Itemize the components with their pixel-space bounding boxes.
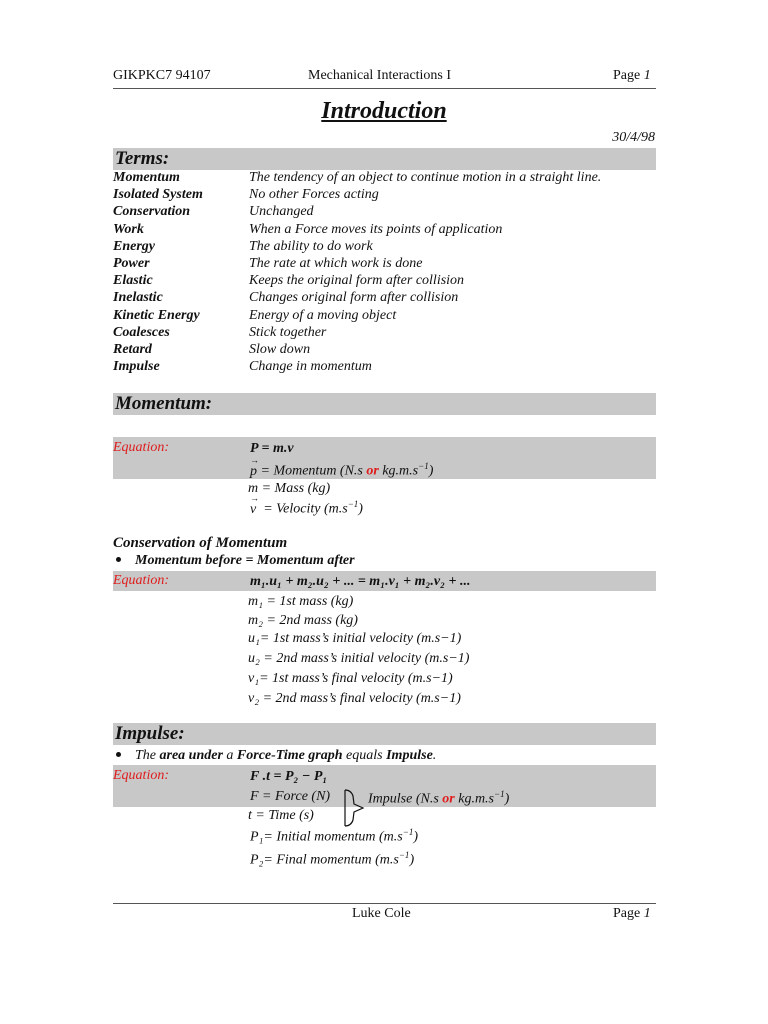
term-definition: Change in momentum: [249, 359, 372, 375]
impulse-def-impulse: Impulse (N.s or $kg.m.s^{-1}$): [368, 789, 510, 807]
term-name: Momentum: [113, 170, 180, 185]
conservation-heading: Conservation of Momentum: [113, 535, 288, 551]
term-name: Work: [113, 221, 144, 237]
term-name: Kinetic Energy: [113, 307, 200, 323]
def-u2: u₂ = 2nd mass’s initial velocity (m.s−1): [248, 651, 470, 666]
momentum-def-m: m = Mass (kg): [248, 481, 331, 496]
term-definition: When a Force moves its points of application: [249, 221, 503, 237]
term-definition: Stick together: [249, 324, 327, 340]
term-name: Inelastic: [113, 290, 163, 306]
impulse-def-p2: P₂= Final momentum $(m.s^{-1})$: [250, 850, 415, 868]
term-definition: The rate at which work is done: [249, 256, 423, 271]
term-name: Coalesces: [113, 324, 170, 340]
terms-heading-bar: [113, 148, 656, 170]
course-title: Mechanical Interactions I: [308, 68, 452, 83]
date: 30/4/98: [612, 130, 655, 145]
impulse-def-time: t = Time (s): [248, 808, 314, 823]
term-definition: The tendency of an object to continue motion in a straight line.: [249, 170, 602, 185]
page-title: Introduction: [321, 98, 447, 124]
doc-code: GIKPKC7 94107: [113, 68, 211, 83]
momentum-heading: Momentum:: [115, 393, 213, 414]
term-definition: No other Forces acting: [249, 187, 379, 203]
momentum-def-v: → v = Velocity $(m.s^{-1})$: [250, 499, 363, 518]
def-m2: m₂ = 2nd mass (kg): [248, 613, 358, 628]
header-page: Page 1: [613, 68, 651, 83]
term-name: Retard: [113, 342, 152, 357]
conservation-equation: m₁.u₁ + m₂.u₂ + ... = m₁.v₁ + m₂.v₂ + ...: [250, 574, 471, 589]
momentum-eq-label: Equation:: [113, 440, 169, 455]
header-rule: [113, 88, 656, 89]
conservation-bullet: Momentum before = Momentum after: [113, 553, 355, 569]
term-name: Isolated System: [113, 187, 203, 203]
impulse-bullet: The area under a Force-Time graph equals Impulse.: [113, 748, 436, 764]
impulse-eq-label: Equation:: [113, 768, 169, 783]
impulse-equation: F .t = P₂ − P₁: [250, 769, 328, 784]
term-definition: Changes original form after collision: [249, 290, 459, 306]
def-u1: u₁= 1st mass’s initial velocity (m.s−1): [248, 631, 462, 646]
def-v1: v₁= 1st mass’s final velocity (m.s−1): [248, 671, 453, 686]
term-name: Energy: [113, 238, 155, 254]
term-definition: Energy of a moving object: [249, 307, 397, 323]
momentum-def-p: → p = Momentum (N.s or $kg.m.s^{-1}$): [250, 461, 433, 480]
impulse-def-p1: P₁= Initial momentum $(m.s^{-1})$: [250, 827, 418, 845]
footer-rule: [113, 903, 656, 904]
term-name: Impulse: [113, 359, 160, 375]
momentum-heading-bar: [113, 393, 656, 415]
term-definition: Slow down: [249, 342, 311, 357]
footer-page: Page 1: [613, 906, 651, 921]
footer-author: Luke Cole: [352, 906, 411, 921]
def-v2: v₂ = 2nd mass’s final velocity (m.s−1): [248, 691, 461, 706]
def-m1: m₁ = 1st mass (kg): [248, 594, 354, 609]
term-name: Conservation: [113, 204, 191, 220]
conservation-eq-label: Equation:: [113, 573, 169, 588]
momentum-equation: P = m.v: [250, 441, 294, 456]
impulse-def-force: F = Force (N): [250, 789, 331, 804]
brace-icon: [341, 786, 367, 830]
term-name: Elastic: [113, 273, 153, 289]
term-name: Power: [113, 256, 150, 271]
terms-heading: Terms:: [115, 148, 170, 169]
impulse-heading: Impulse:: [115, 723, 185, 744]
term-definition: Unchanged: [249, 204, 314, 220]
impulse-heading-bar: [113, 723, 656, 745]
term-definition: The ability to do work: [249, 238, 373, 254]
term-definition: Keeps the original form after collision: [249, 273, 465, 289]
